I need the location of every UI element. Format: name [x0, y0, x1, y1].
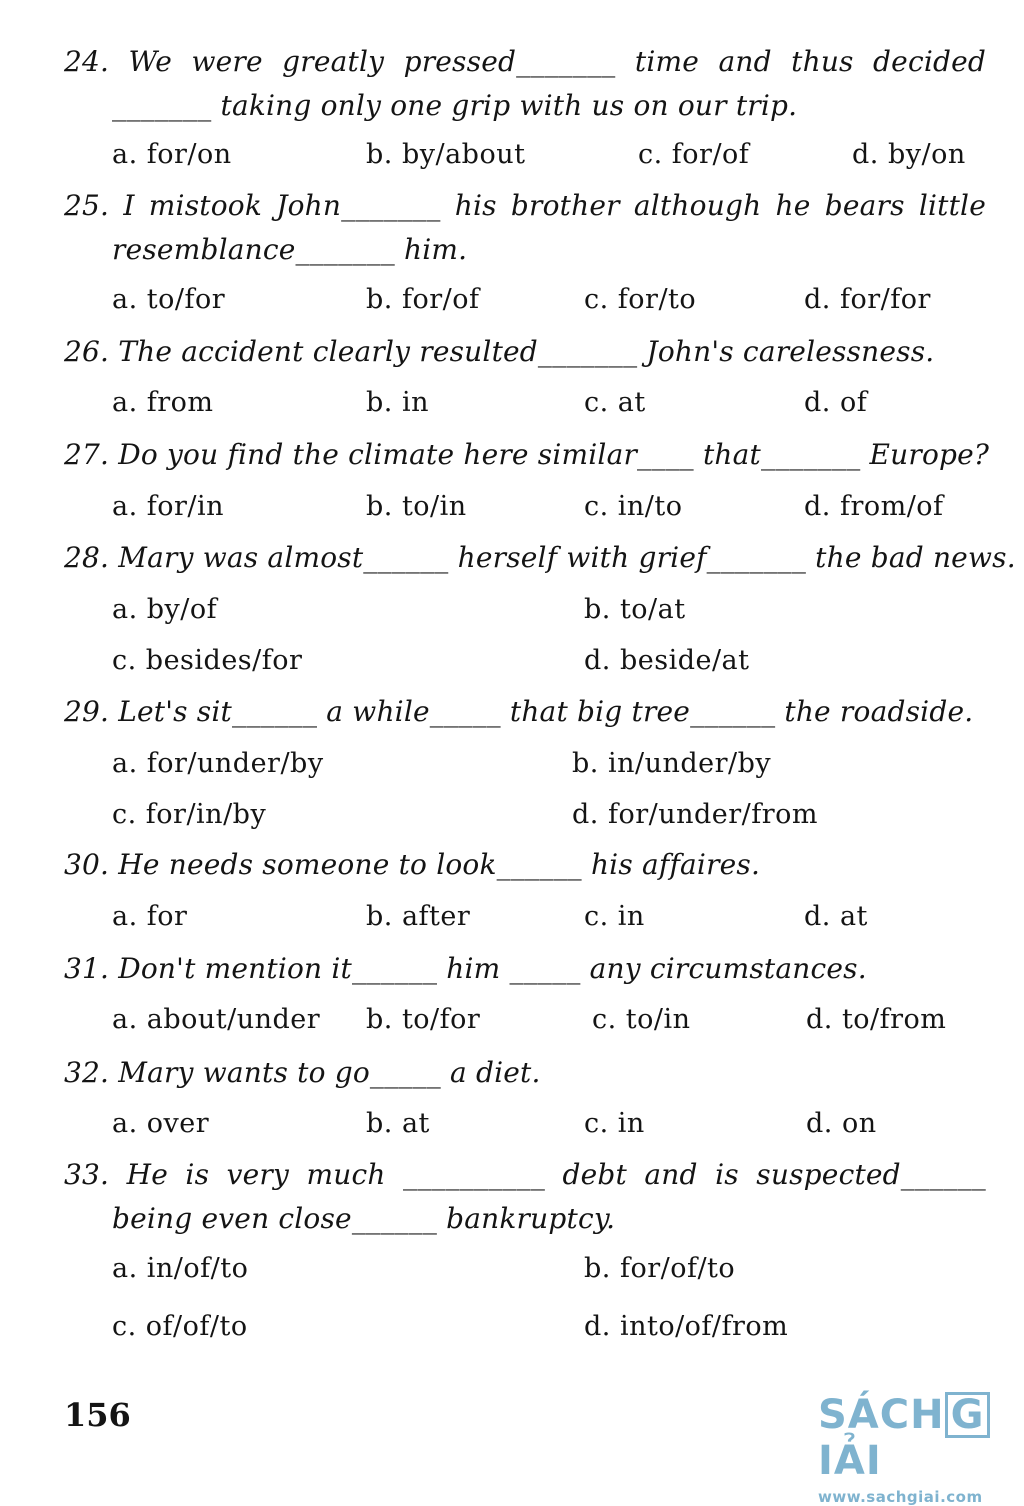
option-b: b. in/under/by	[572, 748, 772, 779]
question-text: _______ taking only one grip with us on our trip.	[112, 89, 798, 122]
watermark-brand-letter: G	[945, 1392, 991, 1438]
options-28-row-1	[112, 590, 992, 630]
option-a: a. to/for	[112, 284, 226, 315]
option-d: d. into/of/from	[584, 1311, 789, 1342]
question-text: 28. Mary was almost______ herself with grief_______ the bad news.	[64, 541, 1016, 574]
question-26	[64, 330, 986, 374]
option-c: c. for/to	[584, 284, 697, 315]
option-a: a. about/under	[112, 1004, 321, 1035]
option-b: b. for/of	[366, 284, 480, 315]
option-d: d. at	[804, 901, 868, 932]
question-text: 26. The accident clearly resulted_______ John's carelessness.	[64, 335, 935, 368]
options-28-row-2	[112, 641, 992, 681]
question-text: 31. Don't mention it______ him _____ any circumstances.	[64, 952, 867, 985]
option-a: a. for/in	[112, 491, 225, 522]
question-27	[64, 433, 990, 477]
options-25	[112, 280, 992, 320]
option-c: c. for/in/by	[112, 799, 267, 830]
question-text: being even close______ bankruptcy.	[112, 1202, 616, 1235]
option-b: b. to/in	[366, 491, 467, 522]
option-a: a. by/of	[112, 594, 218, 625]
option-c: c. to/in	[592, 1004, 691, 1035]
option-a: a. for/under/by	[112, 748, 324, 779]
options-24	[112, 135, 992, 175]
question-28	[64, 536, 1016, 580]
watermark-brand	[818, 1392, 1018, 1484]
watermark-brand-part1: SÁCH	[818, 1392, 945, 1438]
option-b: b. by/about	[366, 139, 526, 170]
question-25	[64, 184, 986, 272]
option-d: d. for/under/from	[572, 799, 819, 830]
option-b: b. for/of/to	[584, 1253, 736, 1284]
question-31	[64, 947, 986, 991]
option-a: a. for	[112, 901, 188, 932]
question-33	[64, 1153, 986, 1241]
options-27	[112, 487, 992, 527]
option-b: b. to/at	[584, 594, 686, 625]
option-d: d. to/from	[806, 1004, 947, 1035]
question-text: 33. He is very much __________ debt and is suspected______	[64, 1158, 986, 1191]
option-a: a. for/on	[112, 139, 232, 170]
question-text: 32. Mary wants to go_____ a diet.	[64, 1056, 541, 1089]
options-26	[112, 383, 992, 423]
question-text: 25. I mistook John_______ his brother although he bears little	[64, 189, 986, 222]
question-29	[64, 690, 986, 734]
option-b: b. to/for	[366, 1004, 481, 1035]
option-c: c. besides/for	[112, 645, 303, 676]
options-29-row-1	[112, 744, 992, 784]
question-text: 30. He needs someone to look______ his affaires.	[64, 848, 761, 881]
question-text: 29. Let's sit______ a while_____ that big tree______ the roadside.	[64, 695, 974, 728]
option-c: c. at	[584, 387, 646, 418]
option-d: d. from/of	[804, 491, 944, 522]
page-number: 156	[64, 1396, 131, 1434]
option-b: b. in	[366, 387, 429, 418]
watermark-logo	[818, 1392, 1018, 1506]
options-32	[112, 1104, 992, 1144]
option-c: c. of/of/to	[112, 1311, 248, 1342]
option-a: a. over	[112, 1108, 210, 1139]
option-a: a. in/of/to	[112, 1253, 249, 1284]
option-d: d. for/for	[804, 284, 931, 315]
watermark-url: www.sachgiai.com	[818, 1488, 983, 1506]
question-text: resemblance_______ him.	[112, 233, 468, 266]
watermark-brand-part2: IẢI	[818, 1438, 882, 1484]
question-text: 27. Do you find the climate here similar____ that_______ Europe?	[64, 438, 990, 471]
options-33-row-2	[112, 1307, 992, 1347]
option-a: a. from	[112, 387, 214, 418]
options-31	[112, 1000, 992, 1040]
option-c: c. for/of	[638, 139, 750, 170]
option-d: d. beside/at	[584, 645, 750, 676]
question-30	[64, 843, 986, 887]
question-text: 24. We were greatly pressed_______ time and thus decided	[64, 45, 986, 78]
option-c: c. in/to	[584, 491, 683, 522]
options-29-row-2	[112, 795, 992, 835]
question-24	[64, 40, 986, 128]
option-b: b. at	[366, 1108, 430, 1139]
option-b: b. after	[366, 901, 471, 932]
option-c: c. in	[584, 901, 645, 932]
option-d: d. of	[804, 387, 868, 418]
options-30	[112, 897, 992, 937]
option-d: d. on	[806, 1108, 877, 1139]
options-33-row-1	[112, 1249, 992, 1289]
question-32	[64, 1051, 986, 1095]
option-d: d. by/on	[852, 139, 966, 170]
option-c: c. in	[584, 1108, 645, 1139]
